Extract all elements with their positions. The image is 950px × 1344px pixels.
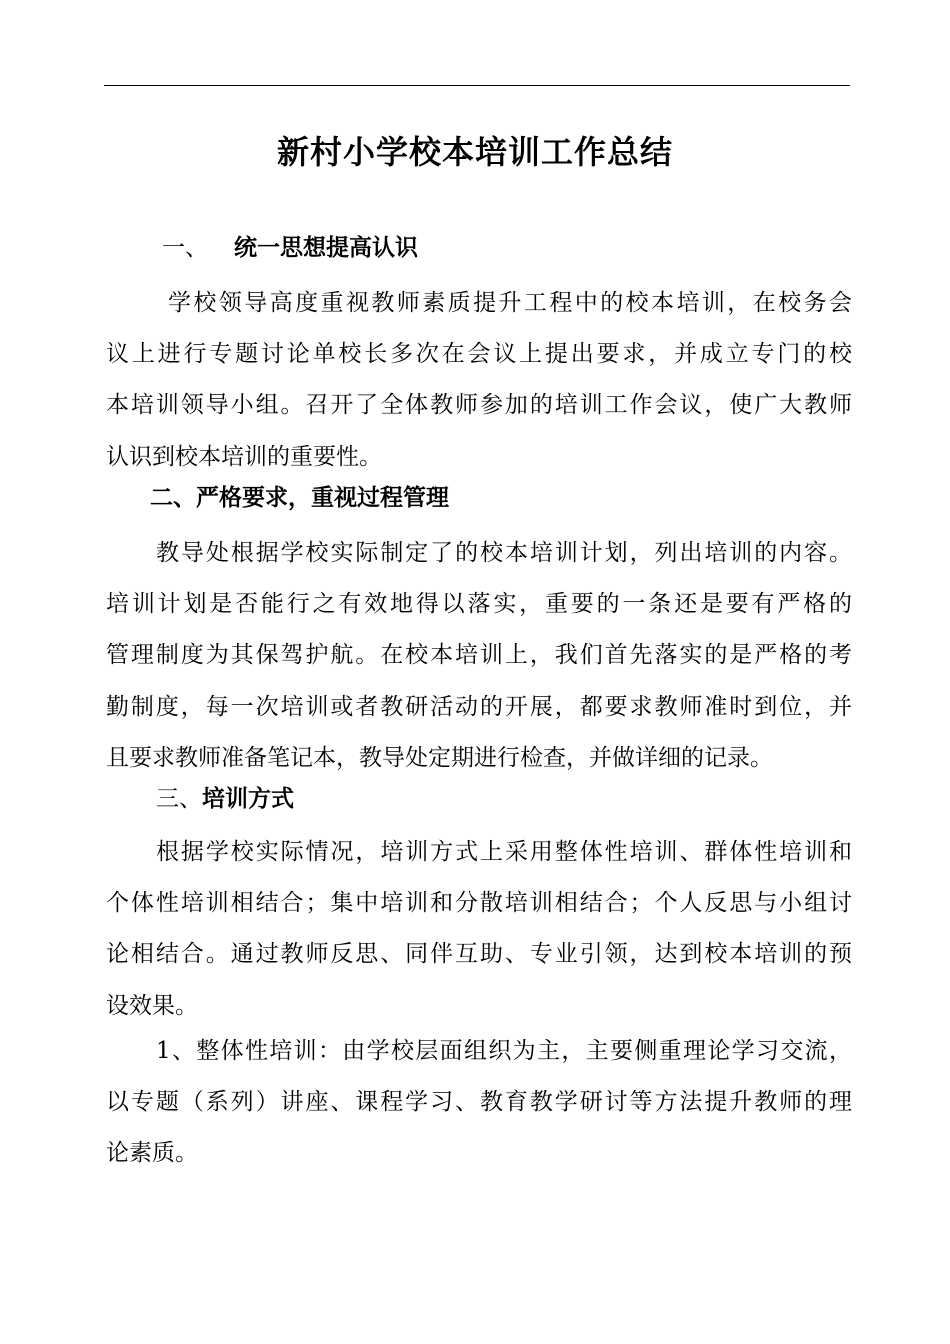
paragraph-line: 学校领导高度重视教师素质提升工程中的校本培训，在校务会 (168, 290, 852, 316)
paragraph-line: 论素质。 (106, 1140, 198, 1167)
section-paragraph-3 (106, 827, 852, 1032)
section-paragraph-1 (106, 278, 852, 483)
section-heading-2 (150, 478, 449, 518)
paragraph-line: 根据学校实际情况，培训方式上采用整体性培训、群体性培训和 (156, 839, 852, 865)
section-heading-text-3: 培训方式 (202, 785, 294, 812)
paragraph-line: 议上进行专题讨论单校长多次在会议上提出要求，并成立专门的校 (106, 341, 852, 368)
paragraph-line: 本培训领导小组。召开了全体教师参加的培训工作会议，使广大教师 (106, 392, 852, 419)
section-heading-text-2: 二、严格要求，重视过程管理 (150, 484, 449, 511)
paragraph-line: 培训计划是否能行之有效地得以落实，重要的一条还是要有严格的 (106, 591, 852, 618)
paragraph-line: 教导处根据学校实际制定了的校本培训计划，列出培训的内容。 (156, 540, 852, 566)
section-heading-text-1: 统一思想提高认识 (234, 234, 418, 261)
paragraph-line: 且要求教师准备笔记本，教导处定期进行检查，并做详细的记录。 (106, 744, 773, 771)
section-number-1: 一、 (162, 235, 208, 261)
header-rule (104, 85, 850, 86)
paragraph-line: 个体性培训相结合；集中培训和分散培训相结合；个人反思与小组讨 (106, 890, 852, 917)
paragraph-line: 认识到校本培训的重要性。 (106, 443, 382, 470)
paragraph-line: 管理制度为其保驾护航。在校本培训上，我们首先落实的是严格的考 (106, 642, 852, 669)
paragraph-line: 论相结合。通过教师反思、同伴互助、专业引领，达到校本培训的预 (106, 941, 852, 968)
subsection-paragraph-1 (106, 1026, 852, 1180)
section-heading-3 (156, 779, 294, 819)
paragraph-line: 设效果。 (106, 992, 198, 1019)
section-heading-1 (162, 228, 418, 268)
section-number-3: 三、 (156, 786, 202, 812)
document-title: 新村小学校本培训工作总结 (276, 133, 673, 171)
paragraph-line: 勤制度，每一次培训或者教研活动的开展，都要求教师准时到位，并 (106, 693, 852, 720)
section-paragraph-2 (106, 528, 852, 784)
paragraph-line: 1、整体性培训：由学校层面组织为主，主要侧重理论学习交流， (156, 1038, 852, 1064)
paragraph-line: 以专题（系列）讲座、课程学习、教育教学研讨等方法提升教师的理 (106, 1089, 852, 1116)
